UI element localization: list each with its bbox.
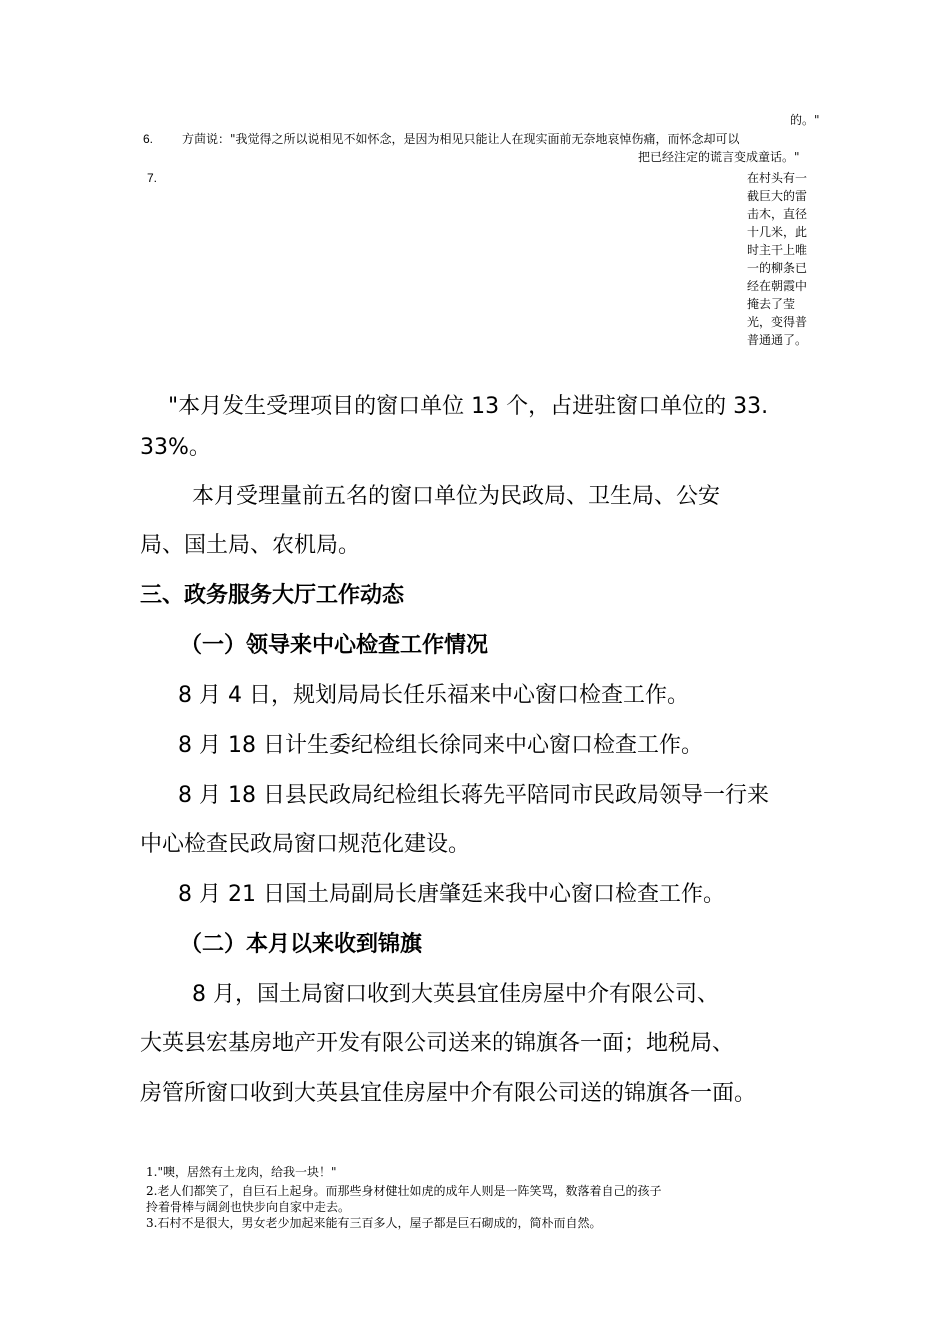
footnote-2-line-1: 2.老人们都笑了，自巨石上起身。而那些身材健壮如虎的成年人则是一阵笑骂，数落着自己的孩子 <box>146 1184 662 1198</box>
note-line-end: 的。" <box>790 113 820 127</box>
footnote-3: 3.石村不是很大，男女老少加起来能有三百多人，屋子都是巨石砌成的，简朴而自然。 <box>146 1216 602 1230</box>
event-line-3-continued: 中心检查民政局窗口规范化建设。 <box>140 832 471 857</box>
note-item-7-text: 在村头有一截巨大的雷击木，直径十几米，此时主干上唯一的柳条已经在朝霞中掩去了莹光，变得普普通通了。 <box>747 171 808 347</box>
event-line-3: 8 月 18 日县民政局纪检组长蒋先平陪同市民政局领导一行来 <box>178 783 769 808</box>
subsection-heading-1: （一）领导来中心检查工作情况 <box>180 633 489 658</box>
event-line-2: 8 月 18 日计生委纪检组长徐同来中心窗口检查工作。 <box>178 733 703 758</box>
paragraph-1-line-2: 33%。 <box>140 435 211 460</box>
subsection-heading-2: （二）本月以来收到锦旗 <box>180 932 423 957</box>
paragraph-1-line-1: "本月发生受理项目的窗口单位 13 个，占进驻窗口单位的 33. <box>168 394 769 419</box>
section-heading-3: 三、政务服务大厅工作动态 <box>140 583 405 608</box>
footnote-2-line-2: 拎着骨棒与阔剑也快步向自家中走去。 <box>146 1200 351 1214</box>
note-item-6-line-1: 方茴说："我觉得之所以说相见不如怀念，是因为相见只能让人在现实面前无奈地哀悼伤痛，而怀念却可以 <box>182 132 740 146</box>
event-line-1: 8 月 4 日，规划局局长任乐福来中心窗口检查工作。 <box>178 683 689 708</box>
banner-paragraph-line-2: 大英县宏基房地产开发有限公司送来的锦旗各一面；地税局、 <box>140 1031 735 1056</box>
note-item-7-number: 7. <box>147 171 158 185</box>
note-item-6-line-2: 把已经注定的谎言变成童话。" <box>638 150 800 164</box>
note-item-6-number: 6. <box>143 132 154 146</box>
event-line-4: 8 月 21 日国土局副局长唐肇廷来我中心窗口检查工作。 <box>178 882 725 907</box>
footnote-1: 1."噢，居然有土龙肉，给我一块！" <box>146 1165 337 1179</box>
paragraph-2-line-2: 局、国土局、农机局。 <box>140 533 361 558</box>
banner-paragraph-line-1: 8 月，国土局窗口收到大英县宜佳房屋中介有限公司、 <box>192 982 719 1007</box>
paragraph-2-line-1: 本月受理量前五名的窗口单位为民政局、卫生局、公安 <box>192 484 721 509</box>
banner-paragraph-line-3: 房管所窗口收到大英县宜佳房屋中介有限公司送的锦旗各一面。 <box>140 1081 757 1106</box>
